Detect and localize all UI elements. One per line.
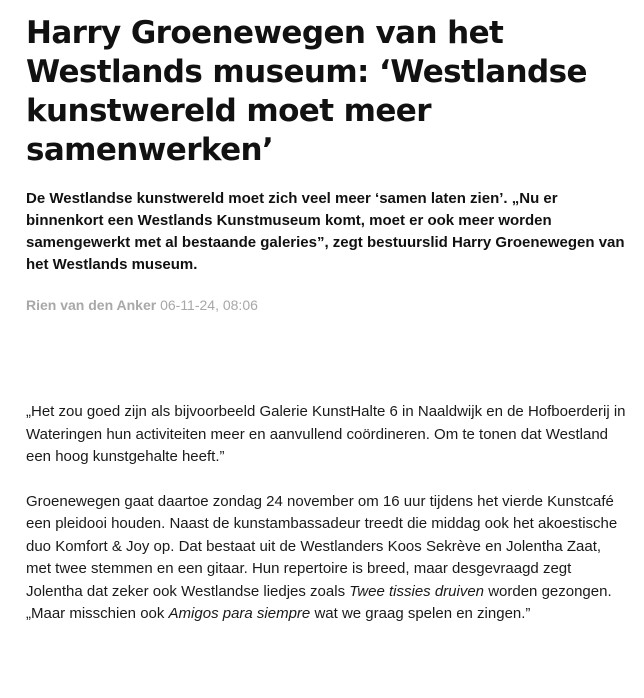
article-headline: Harry Groenewegen van het Westlands museum: ‘Westlandse kunstwereld moet meer samenwerken’	[26, 15, 587, 168]
body-paragraph-2-text-c: wat we graag spelen en zingen.”	[310, 605, 531, 622]
article-body	[26, 401, 626, 626]
byline-author[interactable]: Rien van den Anker	[26, 297, 157, 313]
body-paragraph-1: „Het zou goed zijn als bijvoorbeeld Galerie KunstHalte 6 in Naaldwijk en de Hofboerderij in Wateringen hun activiteiten meer en aanvullend coördineren. Om te tonen dat Westland een hoog kunstgehalte heeft.”	[26, 403, 626, 465]
byline-date: 06-11-24, 08:06	[160, 297, 258, 313]
song-title-twee-tissies-druiven: Twee tissies druiven	[349, 582, 485, 600]
body-paragraph-2-text-a: Groenewegen gaat daartoe zondag 24 november om 16 uur tijdens het vierde Kunstcafé een pleidooi houden. Naast de kunstambassadeur treedt die middag ook het akoestische duo Komfort & Joy op. Dat bestaat uit de Westlanders Koos Sekrève en Jolentha Zaat, met twee stemmen en een gitaar. Hun repertoire is breed, maar desgevraagd zegt Jolentha dat zeker ook Westlandse liedjes zoals	[26, 492, 618, 600]
article	[26, 14, 626, 648]
article-intro: De Westlandse kunstwereld moet zich veel meer ‘samen laten zien’. „Nu er binnenkort een Westlands Kunstmuseum komt, moet er ook meer worden samengewerkt met al bestaande galeries”, zegt bestuurslid Harry Groenewegen van het Westlands museum.	[26, 190, 625, 273]
song-title-amigos-para-siempre: Amigos para siempre	[168, 605, 311, 622]
body-paragraph-2-text-b: worden gezongen. „Maar misschien ook	[26, 582, 612, 622]
body-paragraph-2	[26, 491, 626, 626]
byline	[26, 296, 626, 314]
